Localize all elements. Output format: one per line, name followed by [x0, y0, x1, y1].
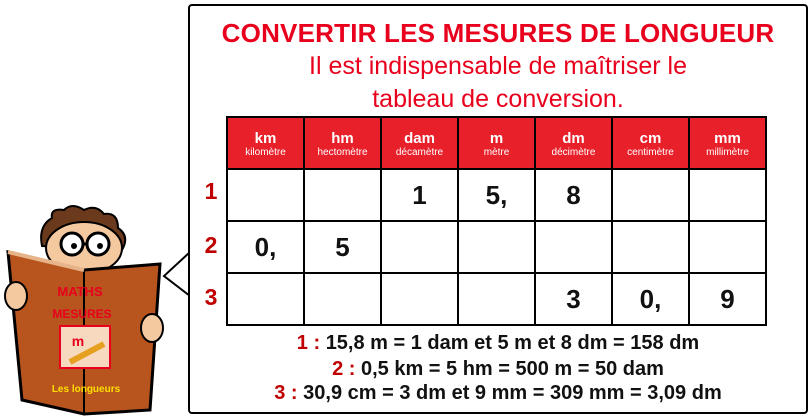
- header-unit: dam: [404, 129, 435, 147]
- header-unit-name: décamètre: [395, 146, 444, 158]
- table-cell: [689, 221, 766, 273]
- table-cell: [304, 169, 381, 221]
- book-badge-unit: m: [71, 333, 85, 349]
- header-unit: cm: [639, 129, 662, 147]
- header-dm: [535, 117, 612, 169]
- table-cell: [381, 273, 458, 325]
- header-hm: [304, 117, 381, 169]
- header-unit-name: centimètre: [627, 146, 674, 158]
- subtitle: [190, 50, 806, 116]
- header-unit: hm: [331, 129, 354, 147]
- table-row: [227, 221, 766, 273]
- header-unit: mm: [714, 129, 741, 147]
- speech-panel: [188, 4, 808, 414]
- header-unit: dm: [562, 129, 585, 147]
- table-cell: [458, 221, 535, 273]
- table-cell: [227, 169, 304, 221]
- hand-left: [5, 282, 27, 310]
- table-header-row: [227, 117, 766, 169]
- table-cell: 8: [535, 169, 612, 221]
- table-cell: [535, 221, 612, 273]
- book-subtitle: Les longueurs: [51, 384, 121, 395]
- header-unit-name: kilomètre: [245, 146, 286, 158]
- table-cell: [381, 221, 458, 273]
- table-cell: 0,: [227, 221, 304, 273]
- table-cell: 5: [304, 221, 381, 273]
- table-row: [227, 273, 766, 325]
- explanation-text: 30,9 cm = 3 dm et 9 mm = 309 mm = 3,09 dm: [303, 382, 722, 404]
- header-unit-name: millimètre: [706, 146, 749, 158]
- explanation-number: 3 :: [274, 382, 298, 404]
- eye-left: [71, 243, 77, 249]
- header-unit: m: [489, 129, 504, 147]
- header-cm: [612, 117, 689, 169]
- reading-character-illustration: [0, 200, 175, 418]
- explanation-1: [190, 332, 806, 355]
- explanation-number: 2 :: [332, 358, 356, 380]
- table-cell: [612, 221, 689, 273]
- row-number-3: 3: [204, 284, 218, 310]
- explanation-3: [190, 382, 806, 405]
- subtitle-line-2: tableau de conversion.: [372, 85, 624, 113]
- header-dam: [381, 117, 458, 169]
- page-title: CONVERTIR LES MESURES DE LONGUEUR: [221, 18, 775, 48]
- table-cell: 0,: [612, 273, 689, 325]
- header-unit-name: mètre: [483, 146, 510, 158]
- subtitle-line-1: Il est indispensable de maîtriser le: [309, 52, 687, 80]
- explanation-text: 15,8 m = 1 dam et 5 m et 8 dm = 158 dm: [325, 332, 700, 354]
- header-unit-name: décimètre: [551, 146, 596, 158]
- hand-right: [141, 314, 163, 342]
- header-unit-name: hectomètre: [317, 146, 368, 158]
- table-row: [227, 169, 766, 221]
- table-cell: [458, 273, 535, 325]
- table-cell: [612, 169, 689, 221]
- table-cell: [304, 273, 381, 325]
- explanation-text: 0,5 km = 5 hm = 500 m = 50 dam: [360, 358, 664, 380]
- row-number-2: 2: [204, 232, 218, 258]
- header-mm: [689, 117, 766, 169]
- header-unit: km: [254, 129, 277, 147]
- header-m: [458, 117, 535, 169]
- table-cell: 1: [381, 169, 458, 221]
- table-cell: [689, 169, 766, 221]
- table-cell: [227, 273, 304, 325]
- row-number-1: 1: [204, 178, 218, 204]
- book-title-mesures: MESURES: [52, 307, 112, 321]
- explanation-2: [190, 358, 806, 381]
- header-km: [227, 117, 304, 169]
- table-cell: 3: [535, 273, 612, 325]
- table-cell: 9: [689, 273, 766, 325]
- table-cell: 5,: [458, 169, 535, 221]
- book-title-maths: MATHS: [57, 284, 103, 299]
- conversion-table: [226, 116, 767, 326]
- explanation-number: 1 :: [296, 332, 321, 354]
- eye-right: [97, 243, 103, 249]
